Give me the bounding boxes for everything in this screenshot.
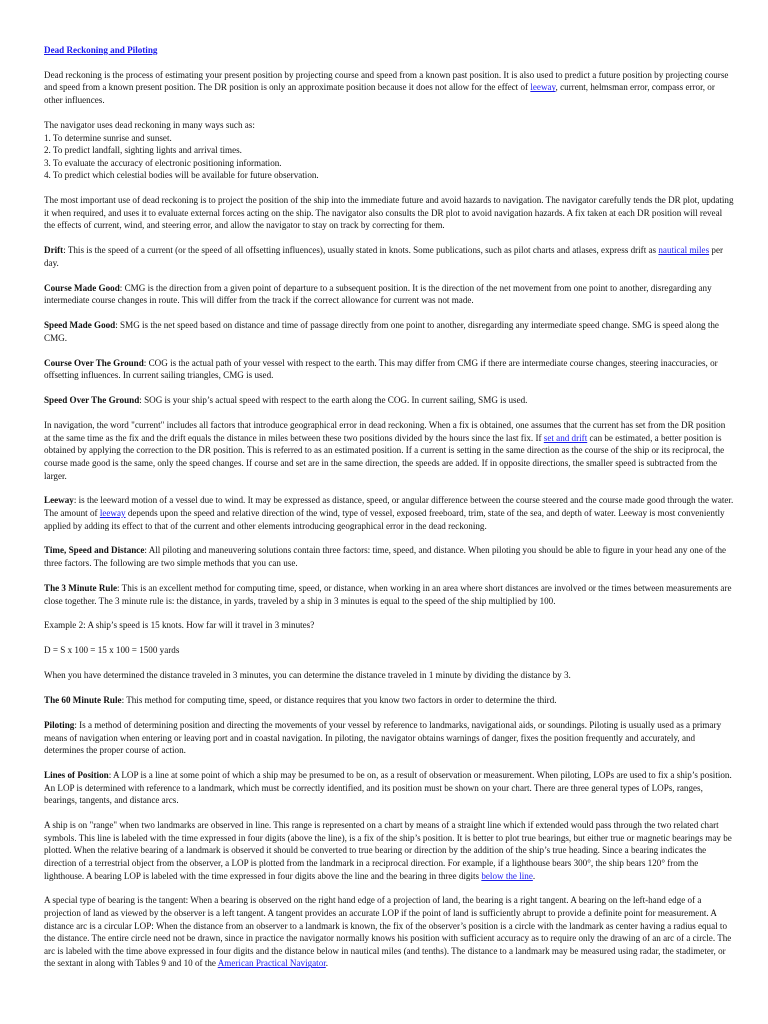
leeway-text: : is the leeward motion of a vessel due to wind. It may be expressed as distance, speed, or angular difference between the course steered and the course made good through the water. The amount of [44,495,734,518]
document-body [44,0,734,970]
tsd-text: : All piloting and maneuvering solutions contain three factors: time, speed, and distance. When piloting you should be able to figure in your head any one of the three factors. The following are two simple methods that you can use. [44,545,727,569]
nautical-miles-link[interactable]: nautical miles [658,245,710,256]
leeway-term: Leeway [44,495,74,506]
uses-lead: The navigator uses dead reckoning in many ways such as: [44,119,255,130]
sog-paragraph [44,394,734,407]
range-tail: . [532,870,536,881]
rule3-text: : This is an excellent method for computing time, speed, or distance, when working in an area where short distances are involved or the times between measurements are close together. The 3 minute rule is: the distance, in yards, traveled by a ship in 3 minutes is equal to the speed of the ship multiplied by 100. [44,582,732,606]
uses-list [44,119,734,182]
one-minute-paragraph: When you have determined the distance traveled in 3 minutes, you can determine the distance traveled in 1 minute by dividing the distance by 3. [44,670,571,681]
tangent-paragraph [44,894,734,970]
tsd-term: Time, Speed and Distance [44,545,145,556]
drift-tail: per day. [44,245,724,268]
intro-tail: , current, helmsman error, compass error, or other influences. [44,82,715,106]
drift-paragraph [44,244,734,269]
tangent-tail: . [325,958,329,969]
piloting-paragraph [44,719,734,757]
set-and-drift-link[interactable]: set and drift [543,432,588,443]
lop-text: : A LOP is a line at some point of which a ship may be presumed to be on, as a result of observation or measurement. When piloting, LOPs are used to fix a ship’s position. An LOP is determined with reference to a landmark, which must be correctly identified, and its position must be shown on your chart. There are three general types of LOPs, ranges, bearings, tangents, and distance arcs. [44,770,732,806]
list-item: 4. To predict which celestial bodies will be available for future observation. [44,170,319,181]
leeway-tail: depends upon the speed and relative direction of the wind, type of vessel, exposed freeboard, trim, state of the sea, and depth of water. Leeway is most conveniently applied by adding its effect to that of the current and other elements introducing geographical error in the dead reckoning. [44,508,725,531]
title-link[interactable]: Dead Reckoning and Piloting [44,45,158,55]
list-item: 1. To determine sunrise and sunset. [44,132,172,143]
cmg-text: : CMG is the direction from a given point of departure to a subsequent position. It is the direction of the net movement from one point to another, disregarding any intermediate course changes in route. This will differ from the track if the correct allowance for current was not made. [44,282,712,306]
range-paragraph [44,819,734,882]
cog-text: : COG is the actual path of your vessel with respect to the earth. This may differ from CMG if there are intermediate course changes, steering inaccuracies, or offsetting influences. In current sailing triangles, CMG is used. [44,357,718,381]
tangent-text: A special type of bearing is the tangent: When a bearing is observed on the right hand edge of a projection of land, the bearing is a right tangent. A bearing on the left-hand edge of a projection of land as viewed by the observer is a left tangent. A tangent provides an accurate LOP if the point of land is sufficiently abrupt to provide a definite point for measurement. A distance arc is a circular LOP: When the distance from an observer to a landmark is known, the fix of the observer’s position is a circle with the landmark as center having a radius equal to the distance. The entire circle need not be drawn, since in practice the navigator normally knows his position with sufficient accuracy as to require only the drawing of an arc of a circle. The arc is labeled with the time above expressed in four digits and the distance below in nautical miles (and tenths). The distance to a landmark may be measured using radar, the stadimeter, or the sextant in along with Tables 9 and 10 of the [44,895,732,969]
formula-paragraph: D = S x 100 = 15 x 100 = 1500 yards [44,645,180,656]
below-the-line-link[interactable]: below the line [481,870,533,881]
rule3-term: The 3 Minute Rule [44,582,118,593]
smg-term: Speed Made Good [44,320,116,331]
american-practical-navigator-link[interactable]: American Practical Navigator [217,958,326,969]
sog-text: : SOG is your ship’s actual speed with respect to the earth along the COG. In current sailing, SMG is used. [139,395,528,406]
cmg-paragraph [44,282,734,307]
leeway-link[interactable]: leeway [530,82,556,93]
important-use-paragraph: The most important use of dead reckoning is to project the position of the ship into the immediate future and avoid hazards to navigation. The navigator carefully tends the DR plot, updating it when required, and uses it to evaluate external forces acting on the ship. The navigator also consults the DR plot to avoid navigation hazards. A fix taken at each DR position will reveal the effects of current, wind, and steering error, and allow the navigator to stay on track by correcting for them. [44,195,734,231]
cmg-term: Course Made Good [44,282,120,293]
rule60-paragraph [44,694,734,707]
lop-paragraph [44,769,734,807]
current-text: In navigation, the word "current" includes all factors that introduce geographical error in dead reckoning. When a fix is obtained, one assumes that the current has set from the DR position at the same time as the fix and the drift equals the distance in miles between these two positions divided by the hours since the last fix. If [44,420,726,443]
list-item: 3. To evaluate the accuracy of electronic positioning information. [44,157,282,168]
leeway-paragraph [44,494,734,532]
piloting-text: : Is a method of determining position and directing the movements of your vessel by reference to landmarks, navigational aids, or soundings. Piloting is usually used as a primary means of navigation when entering or leaving port and in coastal navigation. In piloting, the navigator obtains warnings of danger, fixes the position frequently and accurately, and determines the proper course of action. [44,720,722,756]
cog-term: Course Over The Ground [44,357,144,368]
piloting-term: Piloting [44,720,75,731]
current-tail: can be estimated, a better position is obtained by applying the correction to the DR position. This is referred to as an estimated position. If a current is setting in the same direction as the course of the ship or its reciprocal, the course made good is the same, only the speed changes. If course and set are in the same direction, the speeds are added. If in opposite directions, the smaller speed is subtracted from the larger. [44,432,725,481]
example-paragraph: Example 2: A ship’s speed is 15 knots. How far will it travel in 3 minutes? [44,620,315,631]
rule3-paragraph [44,582,734,607]
lop-term: Lines of Position [44,770,109,781]
smg-paragraph [44,319,734,344]
intro-paragraph [44,69,734,107]
cog-paragraph [44,357,734,382]
drift-term: Drift [44,245,64,256]
smg-text: : SMG is the net speed based on distance and time of passage directly from one point to another, disregarding any intermediate speed change. SMG is speed along the CMG. [44,320,719,343]
list-item: 2. To predict landfall, sighting lights and arrival times. [44,145,242,156]
current-paragraph [44,419,734,482]
rule60-term: The 60 Minute Rule [44,695,122,706]
sog-term: Speed Over The Ground [44,395,140,406]
range-text: A ship is on "range" when two landmarks are observed in line. This range is represented on a chart by means of a straight line which if extended would pass through the two related chart symbols. This line is labeled with the time expressed in four digits (above the line), is a fix of the ship’s position. It is better to plot true bearings, but either true or magnetic bearings may be plotted. When the relative bearing of a landmark is observed it should be converted to true bearing or direction by the addition of the ship’s true heading. Since a bearing indicates the direction of a terrestrial object from the observer, a LOP is plotted from the landmark in a reciprocal direction. For example, if a lighthouse bears 300°, the ship bears 120° from the lighthouse. A bearing LOP is labeled with the time expressed in four digits above the line and the bearing in three digits [44,820,732,881]
leeway-inline-link[interactable]: leeway [99,508,126,518]
drift-text: : This is the speed of a current (or the speed of all offsetting influences), usually stated in knots. Some publications, such as pilot charts and atlases, express drift as [63,245,659,256]
tsd-paragraph [44,544,734,569]
intro-text: Dead reckoning is the process of estimating your present position by projecting course and speed from a known past position. It is also used to predict a future position by projecting course and speed from a known present position. The DR position is only an approximate position because it does not allow for the effect of [44,69,729,93]
rule60-text: : This method for computing time, speed, or distance requires that you know two factors in order to determine the third. [121,695,557,706]
